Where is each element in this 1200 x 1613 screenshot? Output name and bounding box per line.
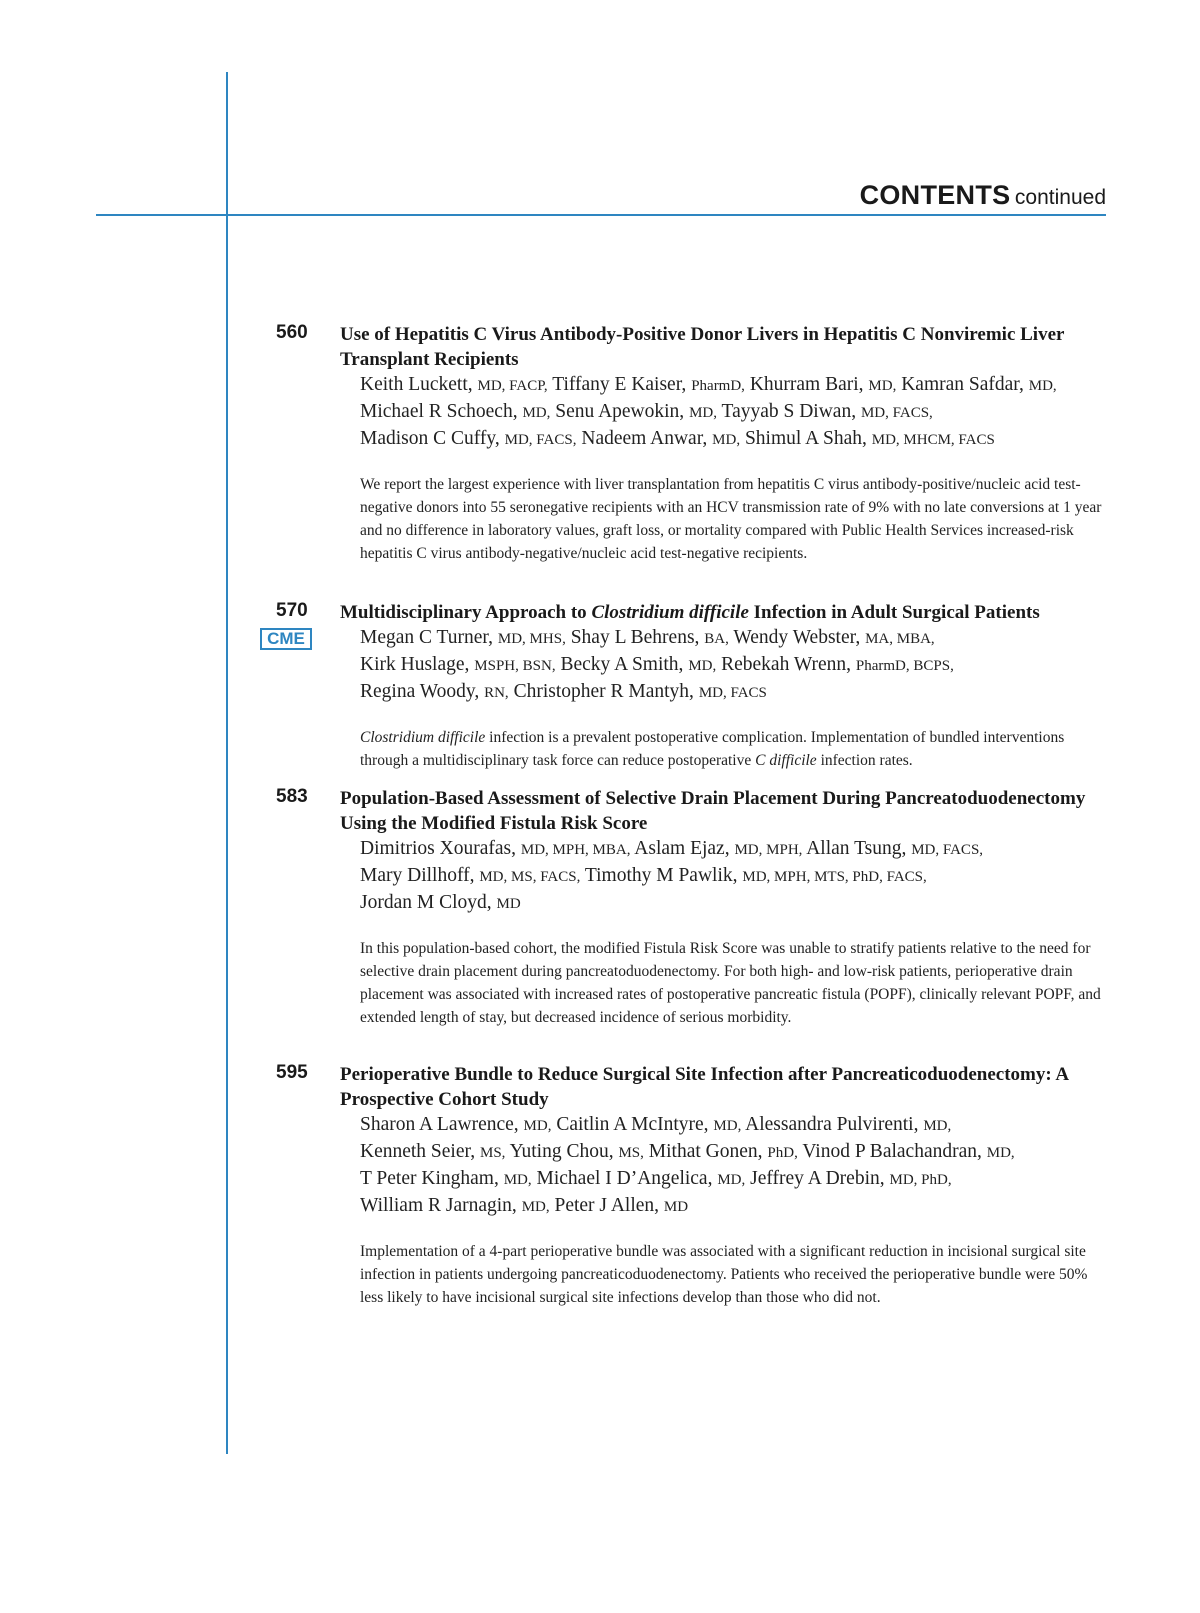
author-credentials: MD, MHS, <box>497 631 566 647</box>
author-credentials: PhD, <box>767 1145 798 1161</box>
title-italic: Clostridium difficile <box>591 602 749 623</box>
author-name: Mithat Gonen, <box>648 1141 763 1162</box>
author-name: Aslam Ejaz, <box>634 838 730 859</box>
author-name: Sharon A Lawrence, <box>360 1114 519 1135</box>
page-number: 595 <box>276 1062 308 1083</box>
author-credentials: MS, <box>618 1145 644 1161</box>
author-credentials: MD, MPH, MBA, <box>520 842 631 858</box>
author-name: Tayyab S Diwan, <box>721 401 857 422</box>
author-list <box>360 836 1110 917</box>
page-number: 570 <box>276 600 308 621</box>
page-header <box>860 180 1106 211</box>
author-credentials: MD, <box>523 1118 552 1134</box>
author-name: Michael I D’Angelica, <box>536 1168 713 1189</box>
author-credentials: MA, MBA, <box>865 631 935 647</box>
author-name: Keith Luckett, <box>360 374 473 395</box>
author-credentials: BA, <box>704 631 729 647</box>
author-credentials: MD, FACS, <box>911 842 984 858</box>
author-name: Michael R Schoech, <box>360 401 518 422</box>
author-name: William R Jarnagin, <box>360 1195 517 1216</box>
author-name: Regina Woody, <box>360 681 480 702</box>
author-credentials: MD, <box>688 658 717 674</box>
author-name: Wendy Webster, <box>733 627 861 648</box>
author-name: Allan Tsung, <box>806 838 907 859</box>
author-name: Becky A Smith, <box>560 654 684 675</box>
abstract-italic: C difficile <box>755 752 817 769</box>
author-credentials: MD, <box>868 378 897 394</box>
author-name: Kirk Huslage, <box>360 654 470 675</box>
article-abstract: We report the largest experience with liver transplantation from hepatitis C virus antibody-positive/nucleic acid test-negative donors into 55 seronegative recipients with an HCV transmission rate of 9% with no late conversions at 1 year and no difference in laboratory values, graft loss, or mortality compared with Public Health Services increased-risk hepatitis C virus antibody-negative/nucleic acid test-negative recipients. <box>360 476 1102 562</box>
article-title[interactable]: Perioperative Bundle to Reduce Surgical Site Infection after Pancreaticoduodenectomy: A Prospective Cohort Study <box>340 1064 1069 1110</box>
header-contents: CONTENTS <box>859 180 1011 210</box>
author-credentials: MD, <box>712 432 741 448</box>
page-number: 583 <box>276 786 308 807</box>
author-name: Kenneth Seier, <box>360 1141 476 1162</box>
author-name: Alessandra Pulvirenti, <box>745 1114 919 1135</box>
author-name: Megan C Turner, <box>360 627 494 648</box>
article-abstract <box>360 726 1110 772</box>
author-name: Christopher R Mantyh, <box>513 681 694 702</box>
author-name: Vinod P Balachandran, <box>802 1141 982 1162</box>
author-credentials: MD, <box>689 405 717 421</box>
article-title[interactable] <box>340 600 1110 625</box>
article-title[interactable]: Use of Hepatitis C Virus Antibody-Positive Donor Livers in Hepatitis C Nonviremic Liver Transplant Recipients <box>340 324 1065 370</box>
author-credentials: MSPH, BSN, <box>474 658 556 674</box>
toc-entry-570 <box>260 600 1110 772</box>
toc-entry-560 <box>260 322 1110 565</box>
author-credentials: MD, FACP, <box>477 378 548 394</box>
cme-badge: CME <box>260 628 312 650</box>
author-credentials: MD, <box>713 1118 742 1134</box>
article-abstract: In this population-based cohort, the modified Fistula Risk Score was unable to stratify patients relative to the need for selective drain placement during pancreatoduodenectomy. For both high- and low-risk patients, perioperative drain placement was associated with increased rates of postoperative pancreatic fistula (POPF), clinically relevant POPF, and extended length of stay, but decreased incidence of serious morbidity. <box>360 940 1101 1026</box>
author-name: Madison C Cuffy, <box>360 428 500 449</box>
header-continued: continued <box>1014 186 1106 209</box>
abstract-italic: Clostridium difficile <box>360 729 486 746</box>
author-name: Khurram Bari, <box>749 374 864 395</box>
author-credentials: PharmD, BCPS, <box>855 658 954 674</box>
author-name: Shay L Behrens, <box>570 627 700 648</box>
author-credentials: MD, MPH, MTS, PhD, FACS, <box>742 869 927 885</box>
author-list <box>360 625 1110 706</box>
author-credentials: MD, <box>521 1199 550 1215</box>
abstract-part: infection rates. <box>816 752 913 769</box>
author-credentials: MD, MS, FACS, <box>479 869 581 885</box>
author-name: Nadeem Anwar, <box>581 428 708 449</box>
article-abstract: Implementation of a 4-part perioperative bundle was associated with a significant reduction in incisional surgical site infection in patients undergoing pancreaticoduodenectomy. Patients who received the perioperative bundle were 50% less likely to have incisional surgical site infections develop than those who did not. <box>360 1243 1088 1306</box>
horizontal-rule <box>96 214 1106 216</box>
author-name: Caitlin A McIntyre, <box>556 1114 709 1135</box>
author-credentials: MD, MHCM, FACS <box>871 432 995 448</box>
author-credentials: MD, MPH, <box>734 842 803 858</box>
author-credentials: MD <box>496 896 521 912</box>
author-name: Yuting Chou, <box>509 1141 614 1162</box>
author-name: Kamran Safdar, <box>901 374 1024 395</box>
author-credentials: MD, FACS, <box>504 432 577 448</box>
author-name: Peter J Allen, <box>554 1195 660 1216</box>
author-credentials: MD, FACS, <box>860 405 933 421</box>
author-name: Senu Apewokin, <box>555 401 685 422</box>
vertical-rule <box>226 72 228 1454</box>
author-name: Rebekah Wrenn, <box>721 654 852 675</box>
title-part: Infection in Adult Surgical Patients <box>748 602 1040 623</box>
abstract-part: infection is a prevalent postoperative complication. Implementation of bundled interventions through a multidisciplinary task force can reduce postoperative <box>360 729 1065 769</box>
author-credentials: MD, <box>923 1118 952 1134</box>
author-name: Shimul A Shah, <box>744 428 867 449</box>
author-credentials: MS, <box>479 1145 506 1161</box>
author-credentials: MD, <box>986 1145 1015 1161</box>
author-credentials: MD, <box>503 1172 532 1188</box>
author-credentials: MD, <box>522 405 551 421</box>
author-name: T Peter Kingham, <box>360 1168 499 1189</box>
article-title[interactable]: Population-Based Assessment of Selective Drain Placement During Pancreatoduodenectomy Using the Modified Fistula Risk Score <box>340 788 1086 834</box>
author-name: Jordan M Cloyd, <box>360 892 492 913</box>
author-credentials: MD, <box>717 1172 746 1188</box>
author-credentials: RN, <box>484 685 509 701</box>
author-name: Tiffany E Kaiser, <box>552 374 687 395</box>
title-part: Multidisciplinary Approach to <box>340 602 592 623</box>
author-name: Timothy M Pawlik, <box>584 865 738 886</box>
author-credentials: MD, FACS <box>698 685 767 701</box>
toc-entry-583 <box>260 786 1110 1029</box>
author-credentials: PharmD, <box>691 378 745 394</box>
toc-entry-595 <box>260 1062 1110 1309</box>
author-credentials: MD <box>663 1199 689 1215</box>
author-name: Dimitrios Xourafas, <box>360 838 516 859</box>
author-name: Mary Dillhoff, <box>360 865 475 886</box>
author-name: Jeffrey A Drebin, <box>750 1168 885 1189</box>
author-credentials: MD, <box>1028 378 1057 394</box>
author-credentials: MD, PhD, <box>889 1172 952 1188</box>
author-list <box>360 1112 1110 1220</box>
page-number: 560 <box>276 322 308 343</box>
author-list <box>360 372 1110 453</box>
